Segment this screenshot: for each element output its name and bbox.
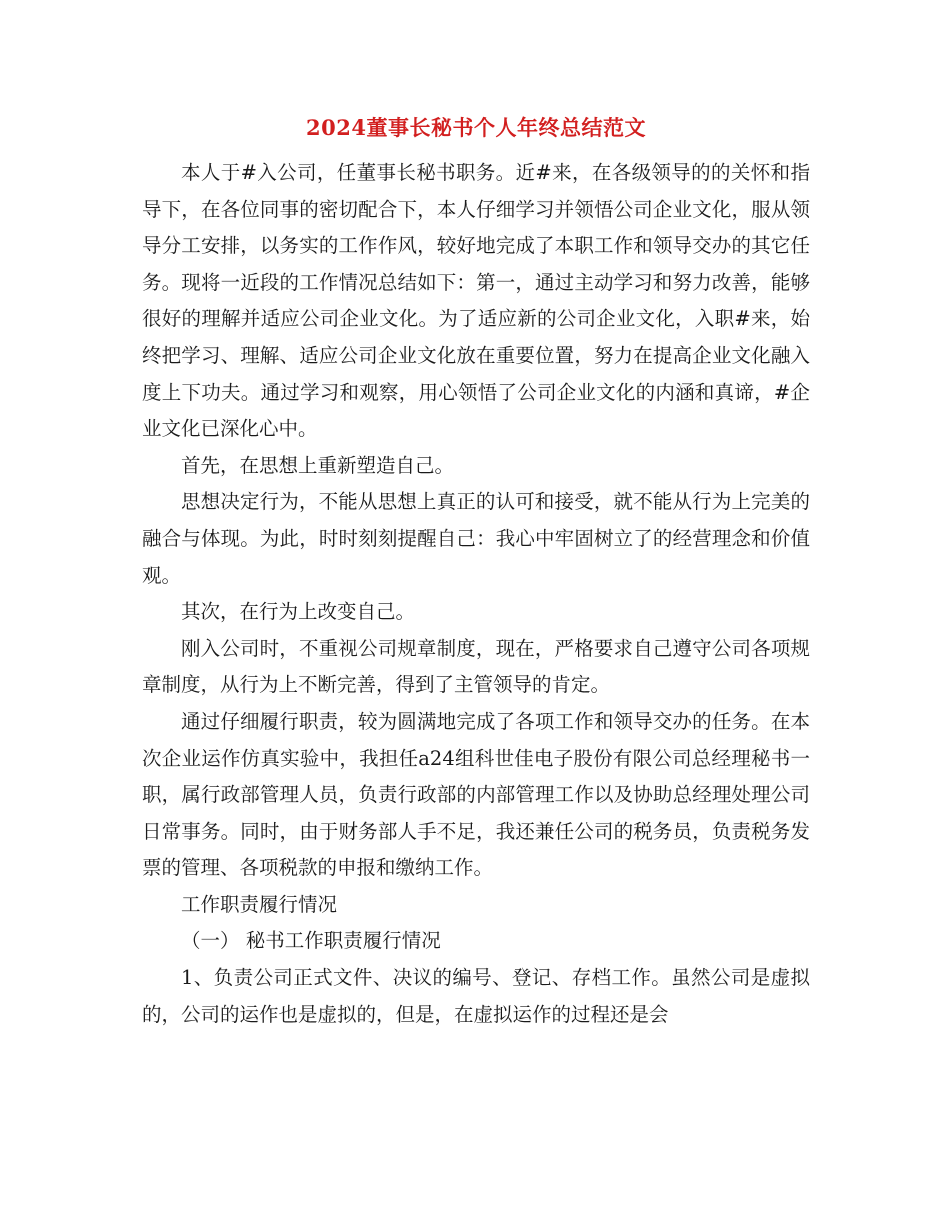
- document-title: 2024董事长秘书个人年终总结范文: [306, 115, 646, 140]
- section-heading-duties: 工作职责履行情况: [181, 892, 338, 916]
- subsection-heading-secretary: （一） 秘书工作职责履行情况: [181, 929, 441, 953]
- paragraph-rules: 刚入公司时，不重视公司规章制度，现在，严格要求自己遵守公司各项规章制度，从行为上不断完善，得到了主管领导的肯定。: [142, 636, 810, 697]
- paragraph-item-1: 1、负责公司正式文件、决议的编号、登记、存档工作。虽然公司是虚拟的，公司的运作也是虚拟的，但是，在虚拟运作的过程还是会: [142, 966, 810, 1026]
- paragraph-first: 首先，在思想上重新塑造自己。: [181, 453, 455, 477]
- paragraph-second: 其次，在行为上改变自己。: [181, 600, 416, 624]
- paragraph-duties: 通过仔细履行职责，较为圆满地完成了各项工作和领导交办的任务。在本次企业运作仿真实验中，我担任a24组科世佳电子股份有限公司总经理秘书一职，属行政部管理人员，负责行政部的内部管理工作以及协助总经理处理公司日常事务。同时，由于财务部人手不足，我还兼任公司的税务员，负责税务发票的管理、各项税款的申报和缴纳工作。: [142, 709, 810, 880]
- document-body: [142, 155, 810, 1033]
- paragraph-intro: 本人于#入公司，任董事长秘书职务。近#来，在各级领导的的关怀和指导下，在各位同事的密切配合下，本人仔细学习并领悟公司企业文化，服从领导分工安排，以务实的工作作风，较好地完成了本职工作和领导交办的其它任务。现将一近段的工作情况总结如下：第一，通过主动学习和努力改善，能够很好的理解并适应公司企业文化。为了适应新的公司企业文化，入职#来，始终把学习、理解、适应公司企业文化放在重要位置，努力在提高企业文化融入度上下功夫。通过学习和观察，用心领悟了公司企业文化的内涵和真谛，#企业文化已深化心中。: [142, 161, 810, 441]
- paragraph-thought: 思想决定行为，不能从思想上真正的认可和接受，就不能从行为上完美的融合与体现。为此，时时刻刻提醒自己：我心中牢固树立了的经营理念和价值观。: [142, 490, 810, 587]
